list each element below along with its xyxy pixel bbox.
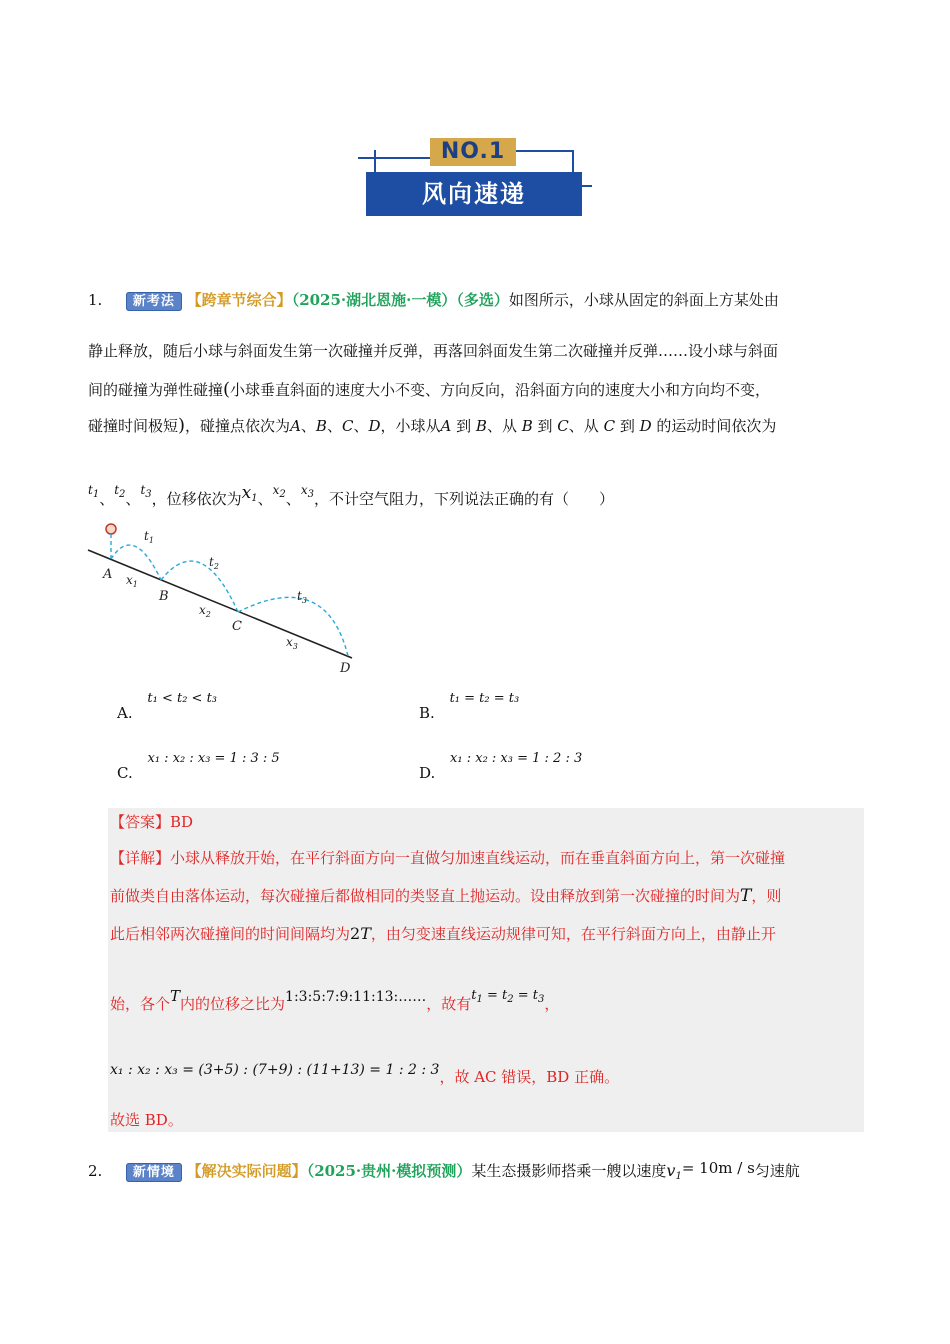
explanation-text-2b: ，则 <box>751 887 782 905</box>
option-a-text: t₁ < t₂ < t₃ <box>147 691 218 706</box>
option-b[interactable] <box>419 688 520 722</box>
option-a-label: A. <box>117 704 133 722</box>
section-title: 风向速递 <box>366 172 582 216</box>
label-t3: $t_3$ <box>297 589 307 605</box>
option-c[interactable] <box>117 748 280 782</box>
question-2-velocity: = 10m / s <box>681 1159 755 1177</box>
label-x2: $x_2$ <box>199 603 211 619</box>
banner-tick-left <box>374 150 376 172</box>
explanation-text-4d: ， <box>544 995 560 1013</box>
new-context-badge: 新情境 <box>126 1163 182 1182</box>
q1-line-4c: ，小球从 <box>380 417 441 435</box>
q1-line-3a: 间的碰撞为弹性碰撞 <box>88 381 224 399</box>
answer-value: BD <box>170 813 194 831</box>
q1-line-4b: ，碰撞点依次为 <box>185 417 291 435</box>
ratio-equation: x₁ : x₂ : x₃ = (3+5) : (7+9) : (11+13) = 1 : 2 : 3 <box>110 1062 440 1078</box>
label-t2: $t_2$ <box>209 555 219 571</box>
option-b-text: t₁ = t₂ = t₃ <box>449 691 520 706</box>
question-number: 1. <box>88 291 103 309</box>
explanation-text-4b: 内的位移之比为 <box>180 995 286 1013</box>
explanation-line-1 <box>110 848 785 868</box>
answer-label: 【答案】 <box>110 813 171 831</box>
explanation-line-2: 前做类自由落体运动，每次碰撞后都做相同的类竖直上抛运动。设由释放到第一次碰撞的时间为T，则 <box>110 886 782 906</box>
q1-line-3: 间的碰撞为弹性碰撞(小球垂直斜面的速度大小不变、方向反向，沿斜面方向的速度大小和方向均不变， <box>88 379 771 400</box>
label-D: D <box>340 661 351 676</box>
explanation-line-3: 此后相邻两次碰撞间的时间间隔均为2T，由匀变速直线运动规律可知，在平行斜面方向上，由静止开 <box>110 924 776 943</box>
question-type: （多选） <box>456 291 509 309</box>
explanation-text-4a: 始，各个 <box>110 995 171 1013</box>
q1-line-1 <box>88 290 779 312</box>
label-C: C <box>232 619 242 634</box>
question-tag: 【跨章节综合】 <box>186 291 292 309</box>
incline-line <box>88 550 352 658</box>
question-2-text: 某生态摄影师搭乘一艘以速度 <box>471 1162 667 1180</box>
ratio-sequence: 1:3:5:7:9:11:13:…… <box>285 989 427 1005</box>
question-source: （2025·湖北恩施·一模） <box>291 291 457 309</box>
explanation-label: 【详解】 <box>110 849 171 867</box>
q1-line-5a: ，位移依次为 <box>151 490 242 508</box>
explanation-line-5 <box>110 1060 619 1087</box>
q1-line-4: 碰撞时间极短)，碰撞点依次为A、B、C、D，小球从A 到 B、从 B 到 C、从 C 到 D 的运动时间依次为 <box>88 415 777 436</box>
question-2-source: （2025·贵州·模拟预测） <box>306 1162 472 1180</box>
label-A: A <box>103 567 113 582</box>
explanation-text-4c: ，故有 <box>426 995 472 1013</box>
option-d-label: D. <box>419 764 436 782</box>
q1-line-3b: 小球垂直斜面的速度大小不变、方向反向，沿斜面方向的速度大小和方向均不变， <box>230 381 771 399</box>
option-c-text: x₁ : x₂ : x₃ = 1 : 3 : 5 <box>147 751 280 766</box>
new-method-badge: 新考法 <box>126 292 182 311</box>
option-c-label: C. <box>117 764 133 782</box>
option-b-label: B. <box>419 704 435 722</box>
explanation-line-4: 始，各个T内的位移之比为1:3:5:7:9:11:13:……，故有$t_1 = t_2 = t_3$， <box>110 987 560 1013</box>
q2-line-1: 2. 新情境 【解决实际问题】（2025·贵州·模拟预测）某生态摄影师搭乘一艘以速度$v_1= 10m / s$匀速航 <box>88 1159 800 1182</box>
option-a[interactable] <box>117 688 218 722</box>
explanation-text-2: 前做类自由落体运动，每次碰撞后都做相同的类竖直上抛运动。设由释放到第一次碰撞的时间为 <box>110 887 741 905</box>
banner-tick-right <box>572 150 574 172</box>
explanation-text-1: 小球从释放开始，在平行斜面方向一直做匀加速直线运动，而在垂直斜面方向上，第一次碰撞 <box>170 849 786 867</box>
section-number: NO.1 <box>430 138 516 166</box>
q1-line-4d: 的运动时间依次为 <box>656 417 777 435</box>
answer-line <box>110 812 193 832</box>
option-d-text: x₁ : x₂ : x₃ = 1 : 2 : 3 <box>450 751 583 766</box>
explanation-text-5b: ，故 AC 错误，BD 正确。 <box>439 1068 620 1086</box>
ball <box>106 524 116 534</box>
incline-figure <box>86 518 366 678</box>
q1-line-2: 静止释放，随后小球与斜面发生第一次碰撞并反弹，再落回斜面发生第二次碰撞并反弹……设小球与斜面 <box>88 342 779 360</box>
label-B: B <box>159 589 169 604</box>
explanation-line-6: 故选 BD。 <box>110 1111 183 1129</box>
q1-line-4a: 碰撞时间极短 <box>88 417 179 435</box>
banner-line-right <box>516 150 574 152</box>
question-2-number: 2. <box>88 1162 103 1180</box>
question-text: 如图所示，小球从固定的斜面上方某处由 <box>508 291 779 309</box>
label-x3: $x_3$ <box>286 635 298 651</box>
label-x1: $x_1$ <box>126 573 138 589</box>
explanation-text-3b: ，由匀变速直线运动规律可知，在平行斜面方向上，由静止开 <box>370 925 776 943</box>
q1-line-5b: ，不计空气阻力，下列说法正确的有（ ） <box>313 490 614 508</box>
question-2-text-b: 匀速航 <box>754 1162 800 1180</box>
question-2-tag: 【解决实际问题】 <box>186 1162 307 1180</box>
label-t1: $t_1$ <box>144 529 154 545</box>
explanation-text-3a: 此后相邻两次碰撞间的时间间隔均为 <box>110 925 351 943</box>
option-d[interactable] <box>419 748 583 782</box>
banner-line-left <box>358 157 430 159</box>
q1-line-5: $^{t_1}$、$^{t_2}$、$^{t_3}$，位移依次为$x_1$、$^{x_2}$、$^{x_3}$，不计空气阻力，下列说法正确的有（ ） <box>88 483 614 508</box>
